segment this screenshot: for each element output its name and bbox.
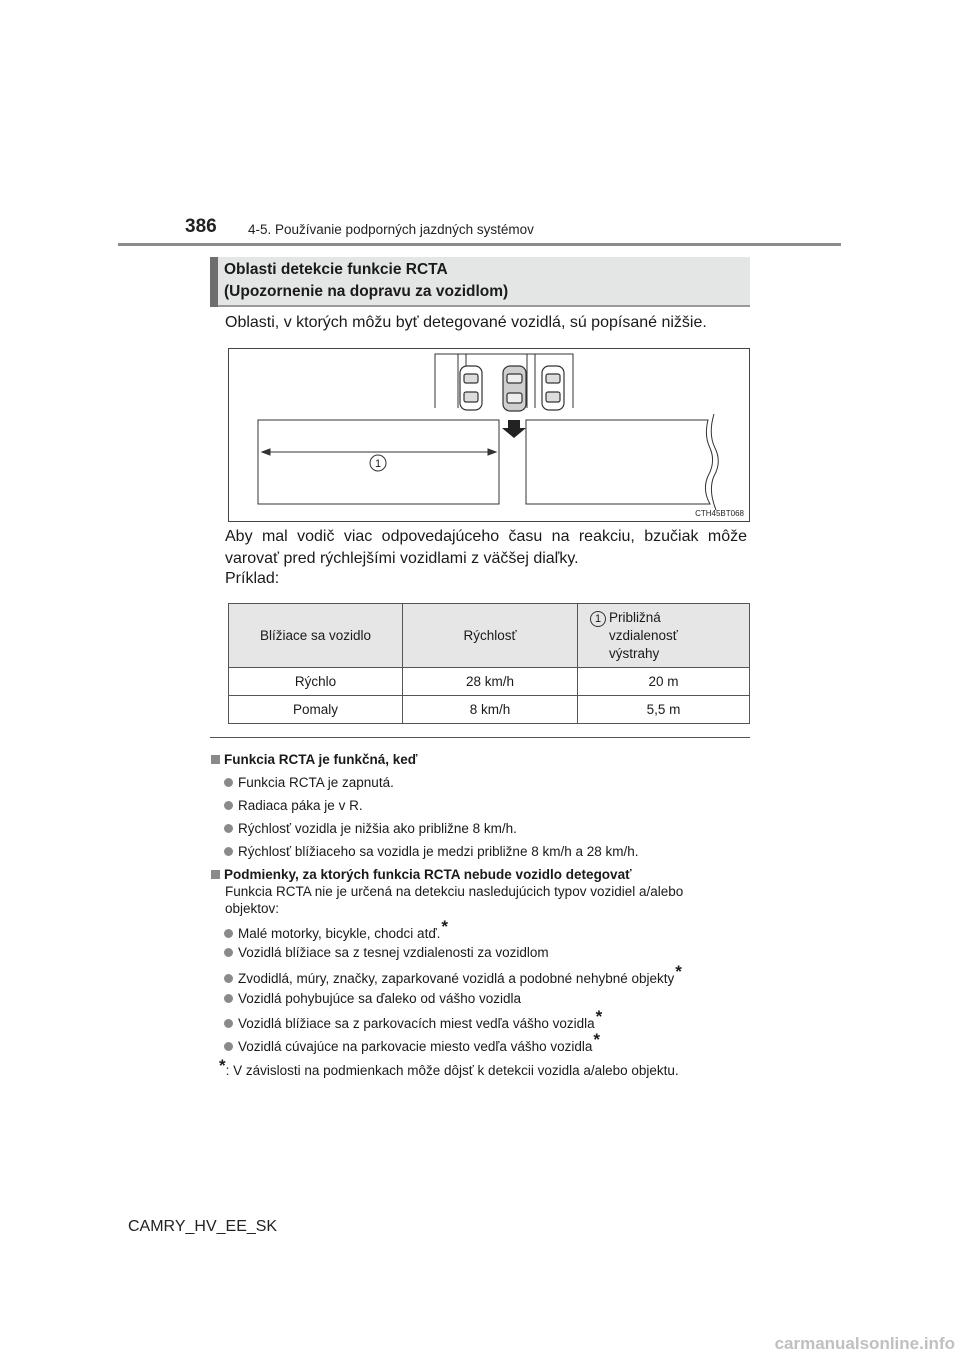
intro-text: Oblasti, v ktorých môžu byť detegované vozidlá, sú popísané nižšie. <box>225 314 707 331</box>
own-car-icon <box>503 366 526 411</box>
asterisk-marker: * <box>441 917 448 936</box>
section-title-box <box>210 257 750 307</box>
bullet-icon <box>224 1042 233 1051</box>
list-item: Vozidlá cúvajúce na parkovacie miesto vedľa vášho vozidla* <box>224 1036 600 1056</box>
list-item: Zvodidlá, múry, značky, zaparkované vozidlá a podobné nehybné objekty* <box>224 968 682 988</box>
section-title-line1: Oblasti detekcie funkcie RCTA <box>224 261 448 278</box>
table-cell: 5,5 m <box>578 696 750 724</box>
page-number: 386 <box>185 216 217 237</box>
table-cell: Pomaly <box>229 696 403 724</box>
list-item: Funkcia RCTA je zapnutá. <box>224 775 394 790</box>
running-head: 4-5. Používanie podporných jazdných systémov <box>248 222 534 237</box>
table-row <box>229 668 750 696</box>
asterisk-marker: * <box>675 962 682 981</box>
bullet-icon <box>224 801 233 810</box>
column-header: Rýchlosť <box>403 604 578 668</box>
header-line: výstrahy <box>609 645 660 661</box>
bullet-icon <box>224 847 233 856</box>
column-header <box>578 604 750 668</box>
table-header-row <box>229 604 750 668</box>
table-cell: 28 km/h <box>403 668 578 696</box>
car-icon <box>542 366 564 410</box>
bullet-icon <box>224 1019 233 1028</box>
bullet-icon <box>224 974 233 983</box>
section-accent-bar <box>210 257 218 307</box>
callout-number: 1 <box>374 458 382 470</box>
column-header: Blížiace sa vozidlo <box>229 604 403 668</box>
list-item: Vozidlá blížiace sa z parkovacích miest vedľa vášho vozidla* <box>224 1013 602 1033</box>
list-item: Rýchlosť vozidla je nižšia ako približne 8 km/h. <box>224 821 517 836</box>
list-item: Rýchlosť blížiaceho sa vozidla je medzi približne 8 km/h a 28 km/h. <box>224 844 639 859</box>
table-row <box>229 696 750 724</box>
list-item: Malé motorky, bicykle, chodci atď.* <box>224 923 448 943</box>
header-line: Približná <box>609 609 661 625</box>
bullet-icon <box>224 994 233 1003</box>
example-label: Príklad: <box>225 570 280 587</box>
square-bullet-icon <box>211 870 220 879</box>
table-cell: 8 km/h <box>403 696 578 724</box>
speed-distance-table <box>228 603 750 724</box>
asterisk-marker: * <box>593 1030 601 1049</box>
table-cell: 20 m <box>578 668 750 696</box>
bullet-icon <box>224 948 233 957</box>
asterisk-marker: * <box>595 1007 603 1026</box>
footnote: *: V závislosti na podmienkach môže dôjsť k detekcii vozidla a/alebo objektu. <box>219 1056 679 1078</box>
list-item: Vozidlá blížiace sa z tesnej vzdialenosti za vozidlom <box>224 945 549 960</box>
paragraph-line: Aby mal vodič viac odpovedajúceho času na reakciu, bzučiak môže <box>225 528 747 545</box>
list-item: Vozidlá pohybujúce sa ďaleko od vášho vozidla <box>224 991 521 1006</box>
non-detection-intro: Funkcia RCTA nie je určená na detekciu nasledujúcich typov vozidiel a/alebo objektov: <box>225 884 684 916</box>
heading-operation-conditions: Funkcia RCTA je funkčná, keď <box>211 752 418 767</box>
header-line: vzdialenosť <box>609 627 678 643</box>
footer-document-code: CAMRY_HV_EE_SK <box>128 1218 278 1235</box>
watermark: carmanualsonline.info <box>774 1334 955 1353</box>
bullet-icon <box>224 929 233 938</box>
bullet-icon <box>224 824 233 833</box>
car-icon <box>460 366 482 410</box>
square-bullet-icon <box>211 755 220 764</box>
list-item: Radiaca páka je v R. <box>224 798 363 813</box>
table-cell: Rýchlo <box>229 668 403 696</box>
asterisk-marker: * <box>219 1056 226 1075</box>
bullet-icon <box>224 778 233 787</box>
figure-code: CTH45BT068 <box>695 509 744 518</box>
detection-area-right <box>526 420 713 504</box>
heading-non-detection-conditions: Podmienky, za ktorých funkcia RCTA nebude vozidlo detegovať <box>211 867 632 882</box>
callout-number: 1 <box>590 611 606 627</box>
paragraph-warning <box>225 526 747 570</box>
header-rule <box>118 243 841 246</box>
detection-area-figure <box>228 348 750 522</box>
section-title-line2: (Upozornenie na dopravu za vozidlom) <box>224 283 509 300</box>
divider <box>210 737 750 738</box>
paragraph-line: varovať pred rýchlejšími vozidlami z väčšej diaľky. <box>225 550 579 567</box>
